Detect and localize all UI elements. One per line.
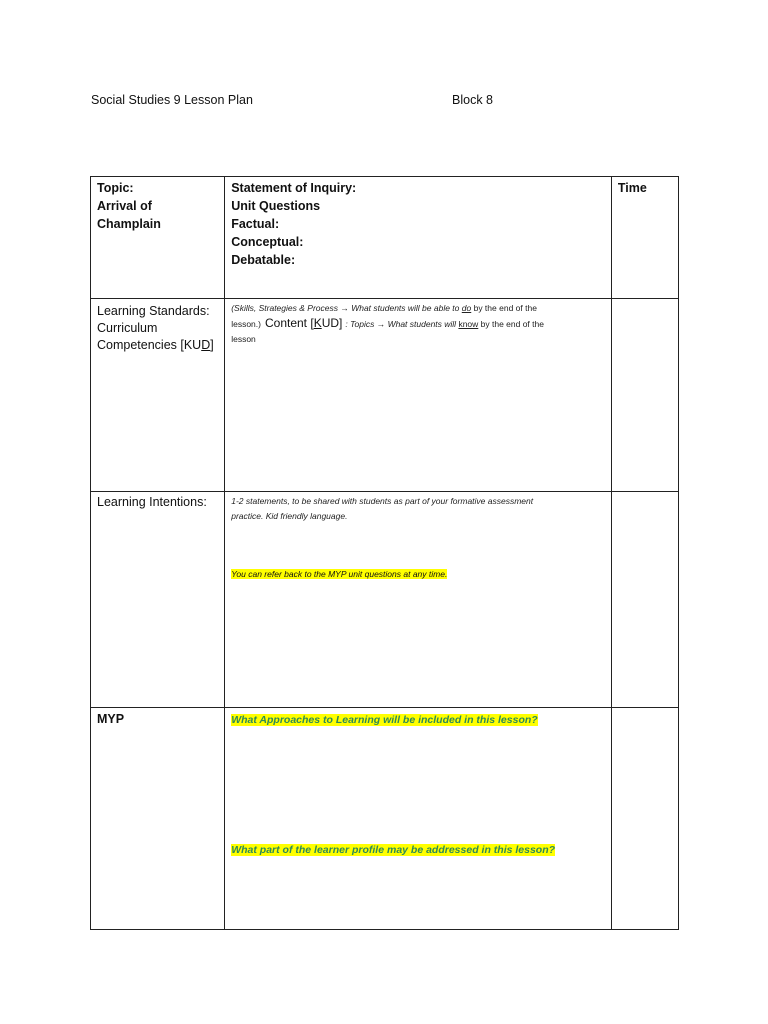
time-label: Time — [617, 181, 647, 195]
myp-content-cell — [225, 708, 612, 930]
myp-question-1: What Approaches to Learning will be included in this lesson? — [231, 714, 538, 726]
intentions-label-cell — [91, 492, 225, 708]
inquiry-cell — [225, 177, 612, 299]
lesson-plan-table — [90, 176, 679, 930]
statement-of-inquiry: Statement of Inquiry: — [231, 181, 357, 195]
document-title: Social Studies 9 Lesson Plan — [91, 93, 253, 107]
intentions-line-1: 1-2 statements, to be shared with students as part of your formative assessment — [231, 496, 534, 506]
myp-row — [91, 708, 679, 930]
conceptual-label: Conceptual: — [231, 235, 304, 249]
intentions-time-cell — [611, 492, 678, 708]
standards-row — [91, 299, 679, 492]
standards-label-3: Competencies [KUD] — [97, 338, 214, 352]
standards-time-cell — [611, 299, 678, 492]
topic-line-1: Arrival of — [97, 199, 152, 213]
myp-time-cell — [611, 708, 678, 930]
topic-line-2: Champlain — [97, 217, 161, 231]
standards-label-1: Learning Standards: — [97, 304, 210, 318]
block-label: Block 8 — [452, 93, 493, 107]
intentions-label: Learning Intentions: — [97, 495, 207, 509]
myp-question-2: What part of the learner profile may be addressed in this lesson? — [231, 844, 556, 856]
standards-label-2: Curriculum — [97, 321, 158, 335]
intentions-content-cell — [225, 492, 612, 708]
topic-cell — [91, 177, 225, 299]
intentions-line-2: practice. Kid friendly language. — [231, 511, 348, 521]
standards-label-cell — [91, 299, 225, 492]
myp-label-cell — [91, 708, 225, 930]
skills-line: (Skills, Strategies & Process → What students will be able to do by the end of the — [231, 303, 537, 313]
debatable-label: Debatable: — [231, 253, 296, 267]
page-header — [91, 93, 591, 113]
topic-label: Topic: — [97, 181, 134, 195]
unit-questions: Unit Questions — [231, 199, 321, 213]
intentions-note: You can refer back to the MYP unit questions at any time. — [231, 569, 448, 579]
myp-label: MYP — [97, 712, 125, 726]
factual-label: Factual: — [231, 217, 280, 231]
intentions-row — [91, 492, 679, 708]
skills-content-line: lesson.) Content [KUD] : Topics → What students will know by the end of the — [231, 316, 544, 330]
standards-content-cell — [225, 299, 612, 492]
time-cell — [611, 177, 678, 299]
topics-lesson-line: lesson — [231, 334, 256, 344]
topic-row — [91, 177, 679, 299]
